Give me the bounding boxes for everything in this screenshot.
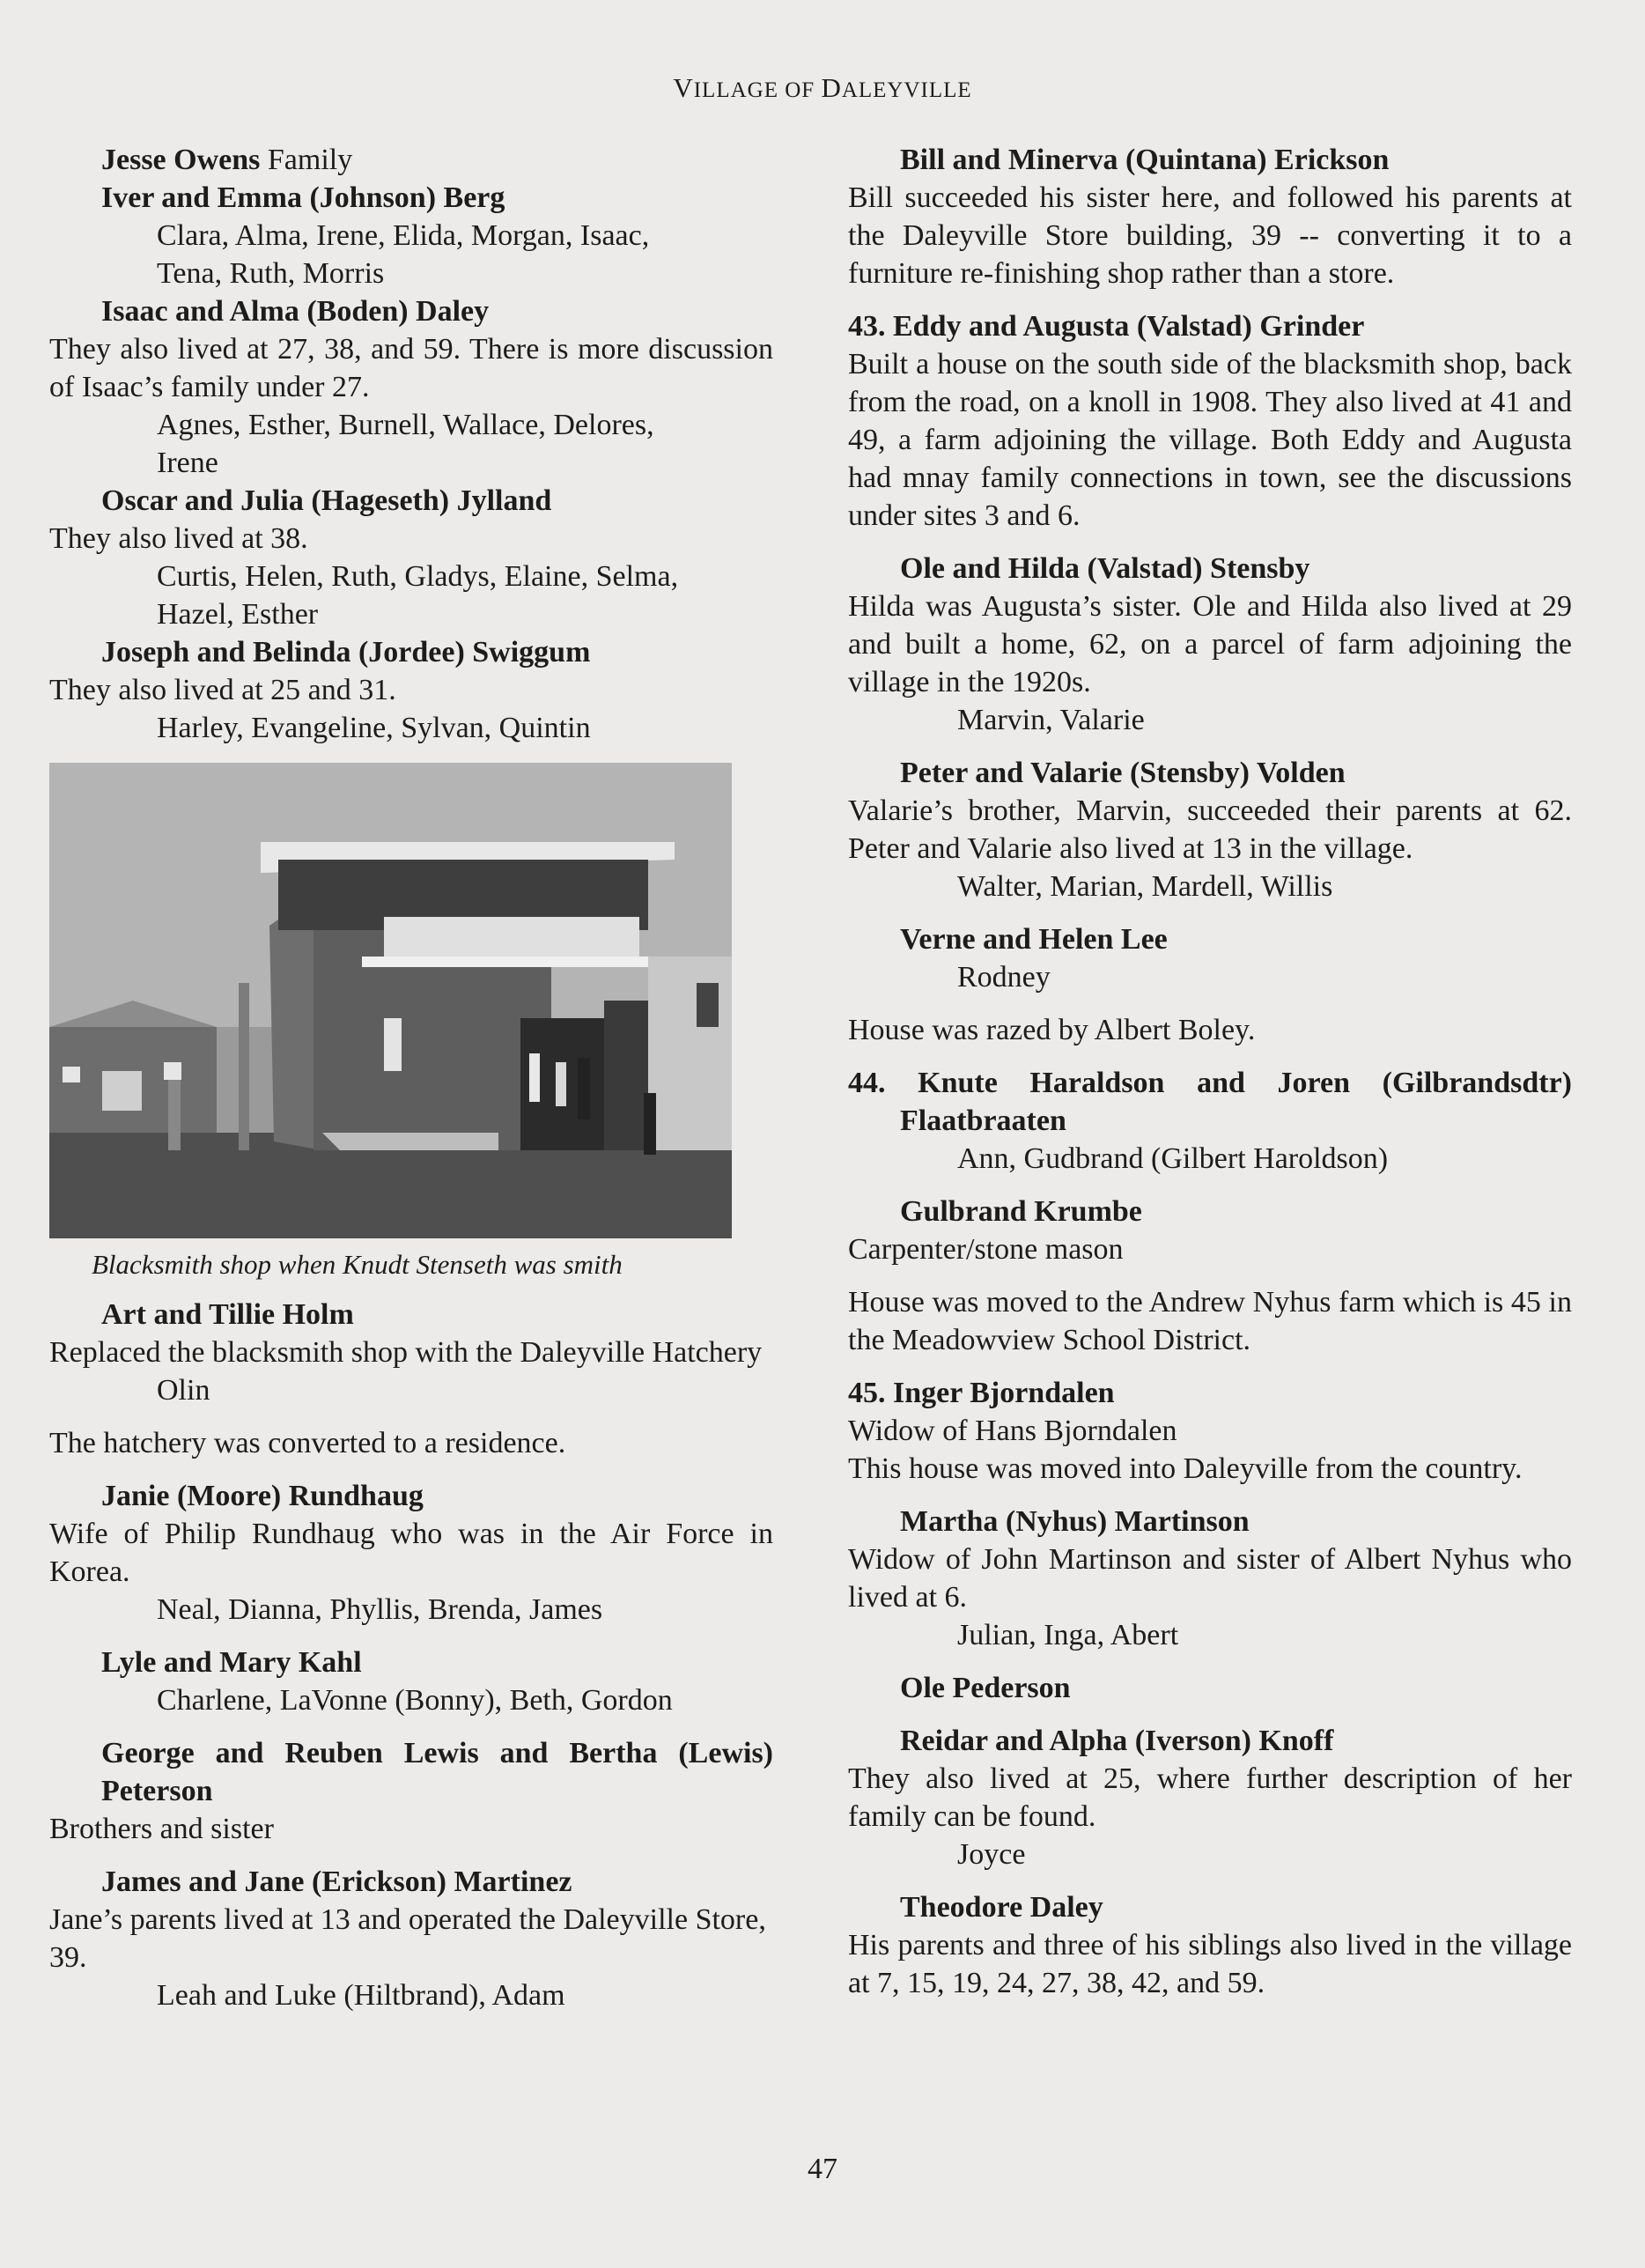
- children-list: Olin: [157, 1374, 210, 1407]
- children-list: Curtis, Helen, Ruth, Gladys, Elaine, Selma,: [157, 560, 679, 593]
- entry-heading: Reidar and Alpha (Iverson) Knoff: [900, 1725, 1334, 1757]
- entry-description: Hilda was Augusta’s sister. Ole and Hilda also lived at 29 and built a home, 62, on a parcel of farm adjoining the village in the 1920s.: [848, 590, 1572, 698]
- entry-heading: Janie (Moore) Rundhaug: [101, 1480, 424, 1512]
- site-heading: 43. Eddy and Augusta (Valstad) Grinder: [848, 310, 1365, 343]
- entry-heading: James and Jane (Erickson) Martinez: [101, 1865, 572, 1898]
- entry-heading: Martha (Nyhus) Martinson: [900, 1505, 1250, 1538]
- entry-description: Widow of Hans Bjorndalen: [848, 1415, 1177, 1447]
- entry-note: The hatchery was converted to a residence.: [49, 1427, 566, 1459]
- entry-description: Wife of Philip Rundhaug who was in the Air Force in Korea.: [49, 1518, 773, 1588]
- entry-description: Bill succeeded his sister here, and followed his parents at the Daleyville Store building, 39 -- converting it to a furniture re-finishing shop rather than a store.: [848, 181, 1572, 290]
- children-list: Agnes, Esther, Burnell, Wallace, Delores,: [157, 409, 654, 441]
- entry-heading: Gulbrand Krumbe: [900, 1195, 1142, 1228]
- children-list: Irene: [157, 447, 218, 479]
- photo-caption: Blacksmith shop when Knudt Stenseth was smith: [92, 1249, 623, 1280]
- entry-heading: Art and Tillie Holm: [101, 1298, 354, 1331]
- entry-heading: Oscar and Julia (Hageseth) Jylland: [101, 484, 552, 517]
- entry-heading: Jesse Owens Family: [101, 144, 353, 176]
- children-list: Leah and Luke (Hiltbrand), Adam: [157, 1979, 565, 2012]
- entry-note: House was razed by Albert Boley.: [848, 1014, 1256, 1046]
- entry-heading: Verne and Helen Lee: [900, 923, 1168, 956]
- children-list: Rodney: [957, 961, 1051, 994]
- entry-heading: Bill and Minerva (Quintana) Erickson: [900, 144, 1390, 176]
- site-heading: 45. Inger Bjorndalen: [848, 1377, 1115, 1409]
- children-list: Clara, Alma, Irene, Elida, Morgan, Isaac,: [157, 219, 650, 252]
- right-column: [848, 141, 1572, 2002]
- left-column: [49, 141, 773, 2014]
- children-list: Julian, Inga, Abert: [957, 1619, 1179, 1651]
- entry-heading: Iver and Emma (Johnson) Berg: [101, 181, 505, 214]
- photo-figure: [49, 763, 773, 1283]
- entry-heading: Ole and Hilda (Valstad) Stensby: [900, 552, 1310, 585]
- entry-description: They also lived at 25 and 31.: [49, 674, 396, 706]
- entry-description: Widow of John Martinson and sister of Albert Nyhus who lived at 6.: [848, 1543, 1572, 1614]
- children-list: Charlene, LaVonne (Bonny), Beth, Gordon: [157, 1684, 673, 1717]
- entry-description: Brothers and sister: [49, 1813, 274, 1845]
- children-list: Tena, Ruth, Morris: [157, 257, 385, 290]
- children-list: Harley, Evangeline, Sylvan, Quintin: [157, 712, 591, 744]
- children-list: Ann, Gudbrand (Gilbert Haroldson): [957, 1142, 1389, 1175]
- children-list: Hazel, Esther: [157, 598, 319, 631]
- entry-heading: Joseph and Belinda (Jordee) Swiggum: [101, 636, 591, 669]
- children-list: Neal, Dianna, Phyllis, Brenda, James: [157, 1593, 603, 1626]
- page-number: 47: [808, 2153, 837, 2185]
- running-head: VILLAGE OF DALEYVILLE: [673, 72, 972, 103]
- children-list: Joyce: [957, 1838, 1026, 1871]
- entry-description: Jane’s parents lived at 13 and operated the Daleyville Store, 39.: [49, 1903, 766, 1974]
- entry-description: They also lived at 38.: [49, 522, 308, 555]
- children-list: Walter, Marian, Mardell, Willis: [957, 870, 1333, 903]
- entry-description: They also lived at 25, where further description of her family can be found.: [848, 1762, 1572, 1833]
- entry-heading: George and Reuben Lewis and Bertha (Lewis) Peterson: [101, 1737, 773, 1807]
- entry-description: Carpenter/stone mason: [848, 1233, 1124, 1266]
- children-list: Marvin, Valarie: [957, 704, 1145, 736]
- entry-description: His parents and three of his siblings also lived in the village at 7, 15, 19, 24, 27, 38, 42, and 59.: [848, 1929, 1572, 1999]
- site-heading: 44. Knute Haraldson and Joren (Gilbrandsdtr) Flaatbraaten: [848, 1067, 1572, 1137]
- entry-heading: Lyle and Mary Kahl: [101, 1646, 362, 1679]
- entry-description: This house was moved into Daleyville from the country.: [848, 1452, 1523, 1485]
- entry-description: Replaced the blacksmith shop with the Daleyville Hatchery: [49, 1336, 763, 1369]
- entry-heading: Peter and Valarie (Stensby) Volden: [900, 757, 1346, 789]
- entry-description: Valarie’s brother, Marvin, succeeded their parents at 62. Peter and Valarie also lived at 13 in the village.: [848, 794, 1572, 865]
- entry-note: House was moved to the Andrew Nyhus farm which is 45 in the Meadowview School District.: [848, 1286, 1572, 1356]
- entry-heading: Theodore Daley: [900, 1891, 1103, 1924]
- entry-description: They also lived at 27, 38, and 59. There is more discussion of Isaac’s family under 27.: [49, 333, 773, 403]
- entry-heading: Ole Pederson: [900, 1672, 1071, 1704]
- entry-heading: Isaac and Alma (Boden) Daley: [101, 295, 490, 328]
- blacksmith-shop-photo: [49, 763, 732, 1238]
- entry-description: Built a house on the south side of the blacksmith shop, back from the road, on a knoll in 1908. They also lived at 41 and 49, a farm adjoining the village. Both Eddy and Augusta had mnay family connections in town, see the discussions under sites 3 and 6.: [848, 348, 1572, 532]
